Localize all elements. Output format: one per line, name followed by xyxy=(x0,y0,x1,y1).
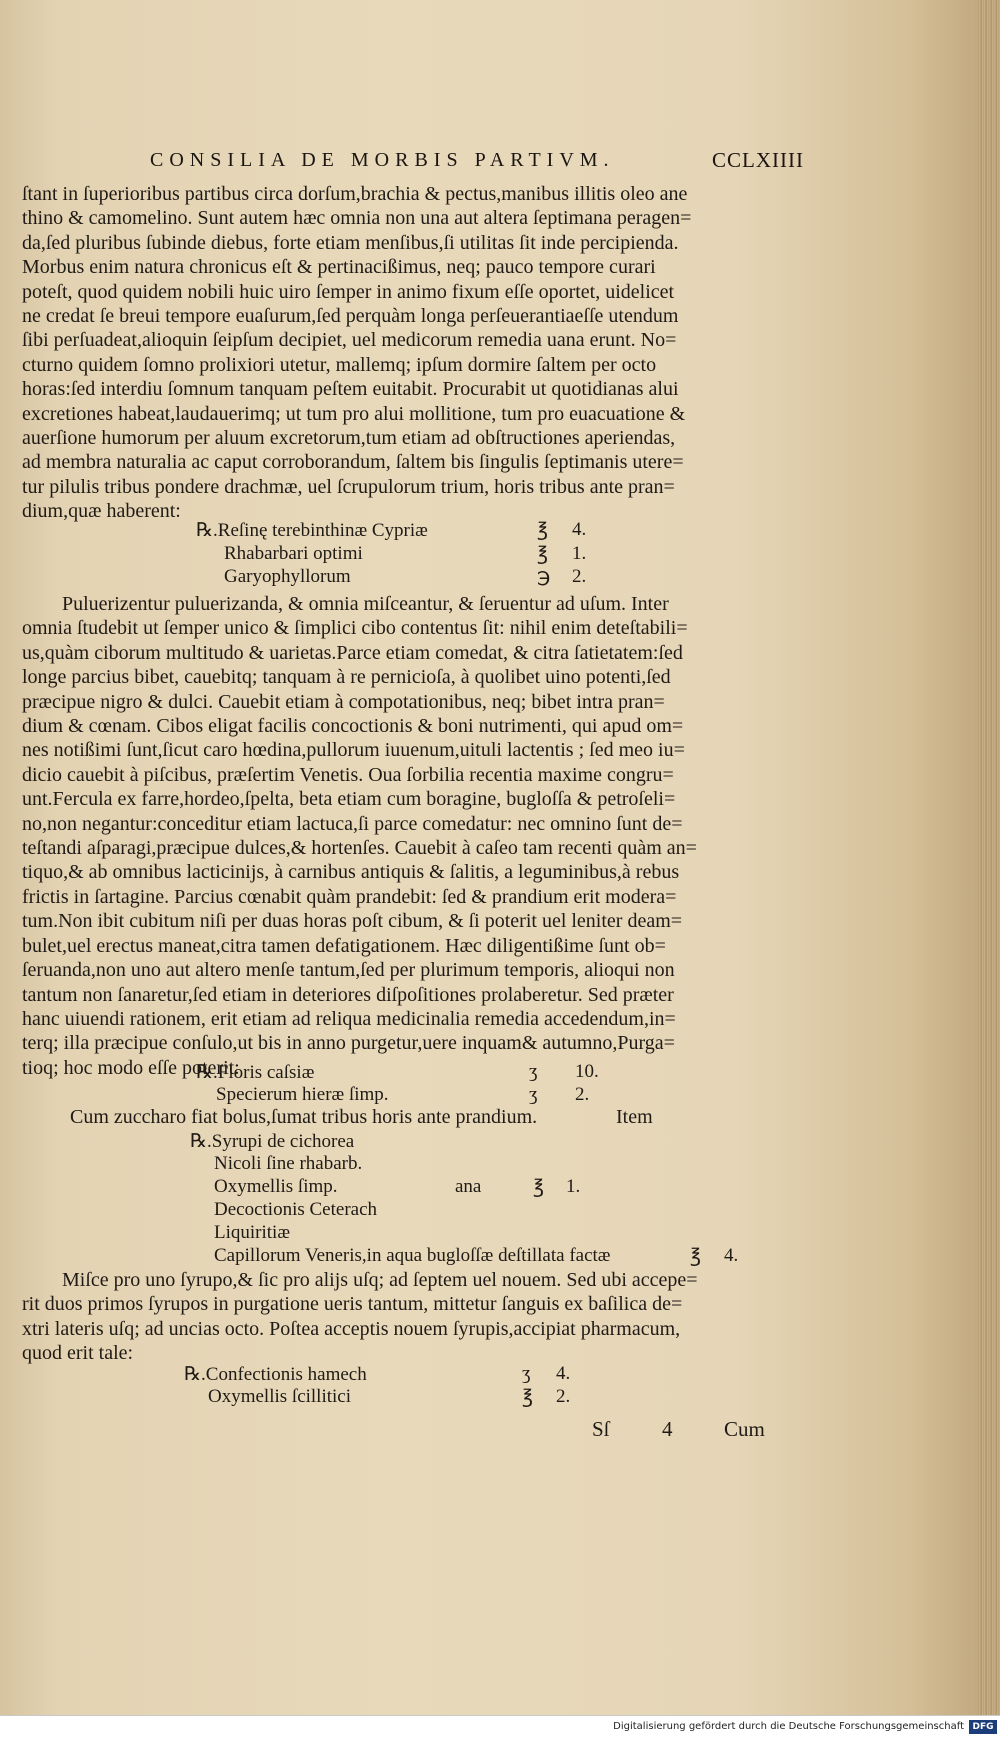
recipe-ingredient: Specierum hieræ ſimp. xyxy=(216,1084,389,1105)
recipe-ingredient: ℞.Syrupi de cichorea xyxy=(190,1131,355,1152)
text-line: cturno quidem ſomno prolixiori utetur, mallemq; ipſum dormire ſaltem per octo xyxy=(22,353,657,376)
recipe-ingredient: Garyophyllorum xyxy=(224,566,351,587)
recipe-amount: 4. xyxy=(556,1363,571,1384)
recipe-ingredient: Oxymellis ſcillitici xyxy=(208,1386,352,1407)
text-line: da,ſed pluribus ſubinde diebus, forte etiam menſibus,ſi utilitas ſit inde percipienda. xyxy=(22,231,679,254)
text-line: ad membra naturalia ac caput corroborandum, ſaltem bis ſingulis ſeptimanis utere= xyxy=(22,451,684,474)
text-line: ſtant in ſuperioribus partibus circa dorſum,brachia & pectus,manibus illitis oleo ane xyxy=(22,183,688,205)
recipe-unit: ʒ xyxy=(529,1061,538,1082)
recipe-unit: ℥ xyxy=(537,544,548,565)
text-line: præcipue nigro & dulci. Cauebit etiam à compotationibus, neq; bibet intra pran= xyxy=(22,690,665,713)
text-line: longe parcius bibet, cauebitq; tanquam à re pernicioſa, à quolibet uino potenti,ſed xyxy=(22,666,671,689)
text-line: Puluerizentur puluerizanda, & omnia miſceantur, & ſeruentur ad uſum. Inter xyxy=(62,593,669,615)
recipe-unit: ℈ xyxy=(537,567,551,588)
text-line: nes notißimi ſunt,ſicut caro hœdina,pullorum iuuenum,uituli lactentis ; ſed meo iu= xyxy=(22,739,685,762)
text-line: ſeruanda,non uno aut altero menſe tantum,ſed per plurimum temporis, alioqui non xyxy=(22,959,675,982)
text-line: terq; illa præcipue conſulo,ut bis in anno purgetur,uere inquam& autumno,Purga= xyxy=(22,1032,675,1055)
text-line: dicio cauebit à piſcibus, præſertim Venetis. Oua ſorbilia recentia maxime congru= xyxy=(22,763,674,786)
text-line: unt.Fercula ex farre,hordeo,ſpelta, beta etiam cum boragine, bugloſſa & petroſeli= xyxy=(22,788,676,811)
text-line: tur pilulis tribus pondere drachmæ, uel ſcrupulorum trium, horis tribus ante pran= xyxy=(22,475,675,498)
recipe-ingredient: ℞.Floris caſsiæ xyxy=(196,1062,315,1083)
body-text-block-2 xyxy=(22,592,802,1080)
recipe-amount: 2. xyxy=(556,1386,571,1407)
text-line: teſtandi aſparagi,præcipue dulces,& hortenſes. Cauebit à caſeo tam recenti quàm an= xyxy=(22,837,697,860)
recipe-ana: ana xyxy=(455,1176,482,1197)
text-line: hanc uiuendi rationem, erit etiam ad reliqua medicinalia remedia accedendum,in= xyxy=(22,1007,676,1030)
recipe-unit: ℥ xyxy=(533,1177,544,1198)
recipe-unit: ℥ xyxy=(537,520,548,541)
recipe-amount: 2. xyxy=(575,1084,590,1105)
text-line: ſibi perſuadeat,alioquin ſeipſum decipiet, uel medicorum remedia uana erunt. No= xyxy=(22,329,677,352)
recipe-ingredient: ℞.Reſinę terebinthinæ Cypriæ xyxy=(196,520,428,541)
recipe-amount: 1. xyxy=(572,543,587,564)
text-line: Morbus enim natura chronicus eſt & pertinacißimus, neq; pauco tempore curari xyxy=(22,256,656,279)
text-line: thino & camomelino. Sunt autem hæc omnia non una aut altera ſeptimana peragen= xyxy=(22,207,692,230)
running-title: CONSILIA DE MORBIS PARTIVM. xyxy=(150,149,615,171)
body-text-block-1 xyxy=(22,182,802,524)
folio-number: CCLXIIII xyxy=(712,148,804,172)
recipe-amount: 2. xyxy=(572,566,587,587)
recipe-amount: 1. xyxy=(566,1176,581,1197)
digitization-footer xyxy=(0,1715,1000,1739)
text-line: dium,quæ haberent: xyxy=(22,500,181,523)
recipe-amount: 4. xyxy=(572,519,587,540)
body-text-block-3 xyxy=(22,1268,802,1366)
text-line: Miſce pro uno ſyrupo,& ſic pro alijs uſq; ad ſeptem uel nouem. Sed ubi accepe= xyxy=(62,1269,698,1291)
bolus-item: Item xyxy=(616,1106,653,1128)
recipe-unit: ℥ xyxy=(522,1387,533,1408)
recipe-ingredient: Decoctionis Ceterach xyxy=(214,1199,378,1220)
text-line: excretiones habeat,laudauerimq; ut tum pro alui mollitione, tum pro euacuatione & xyxy=(22,402,686,425)
text-line: tantum non ſanaretur,ſed etiam in deteriores diſpoſitiones prolaberetur. Sed præter xyxy=(22,983,674,1006)
recipe-unit: ʒ xyxy=(522,1363,531,1384)
recipe-amount: 10. xyxy=(575,1061,599,1082)
page-edges xyxy=(978,0,1000,1715)
text-line: bulet,uel erectus maneat,citra tamen defatigationem. Hæc diligentißime ſunt ob= xyxy=(22,934,666,957)
footer-credit: Digitalisierung gefördert durch die Deutsche Forschungsgemeinschaft xyxy=(613,1721,964,1732)
text-line: omnia ſtudebit ut ſemper unico & ſimplici cibo contentus ſit: nihil enim deteſtabili= xyxy=(22,617,688,640)
recipe-unit: ℥ xyxy=(690,1246,701,1267)
recipe-ingredient: ℞.Confectionis hamech xyxy=(184,1364,367,1385)
dfg-logo: DFG xyxy=(969,1720,997,1734)
recipe-ingredient: Capillorum Veneris,in aqua bugloſſæ deſtillata factæ xyxy=(214,1245,611,1266)
text-line: rit duos primos ſyrupos in purgatione ueris tantum, mittetur ſanguis ex baſilica de= xyxy=(22,1293,683,1316)
text-line: tiquo,& ab omnibus lacticinijs, à carnibus antiquis & ſalitis, a leguminibus,à rebus xyxy=(22,861,680,884)
signature-mark: Sſ xyxy=(592,1417,610,1441)
text-line: horas:ſed interdiu ſomnum tanquam peſtem euitabit. Procurabit ut quotidianas alui xyxy=(22,378,679,401)
recipe-unit: ʒ xyxy=(529,1084,538,1105)
text-line: no,non negantur:conceditur etiam lactuca,ſi parce comedatur: nec omnino ſunt de= xyxy=(22,812,683,835)
recipe-ingredient: Oxymellis ſimp. xyxy=(214,1176,338,1197)
signature-number: 4 xyxy=(662,1417,673,1441)
catchword: Cum xyxy=(724,1417,765,1441)
bolus-instruction: Cum zuccharo fiat bolus,ſumat tribus horis ante prandium. xyxy=(70,1106,538,1128)
text-line: quod erit tale: xyxy=(22,1342,134,1365)
recipe-ingredient: Liquiritiæ xyxy=(214,1222,290,1243)
text-line: frictis in ſartagine. Parcius cœnabit quàm prandebit: ſed & prandium erit modera= xyxy=(22,885,677,908)
text-line: us,quàm ciborum multitudo & uarietas.Parce etiam comedat, & citra ſatietatem:ſed xyxy=(22,641,683,664)
text-line: ne credat ſe breui tempore euaſurum,ſed perquàm longa perſeuerantiaeſſe utendum xyxy=(22,305,679,328)
recipe-ingredient: Nicoli ſine rhabarb. xyxy=(214,1153,363,1174)
text-line: xtri lateris uſq; ad uncias octo. Poſtea acceptis nouem ſyrupis,accipiat pharmacum, xyxy=(22,1317,681,1340)
text-line: tioq; hoc modo eſſe poterit: xyxy=(22,1056,240,1079)
text-line: auerſione humorum per aluum excretorum,tum etiam ad obſtructiones aperiendas, xyxy=(22,427,676,450)
recipe-ingredient: Rhabarbari optimi xyxy=(224,543,363,564)
text-line: tum.Non ibit cubitum niſi per duas horas poſt cibum, & ſi poterit uel leniter deam= xyxy=(22,910,683,933)
text-line: dium & cœnam. Cibos eligat facilis concoctionis & boni nutrimenti, qui apud om= xyxy=(22,715,684,738)
recipe-amount: 4. xyxy=(724,1245,739,1266)
text-line: poteſt, quod quidem nobili huic uiro ſemper in animo fixum eſſe oportet, uidelicet xyxy=(22,280,675,303)
